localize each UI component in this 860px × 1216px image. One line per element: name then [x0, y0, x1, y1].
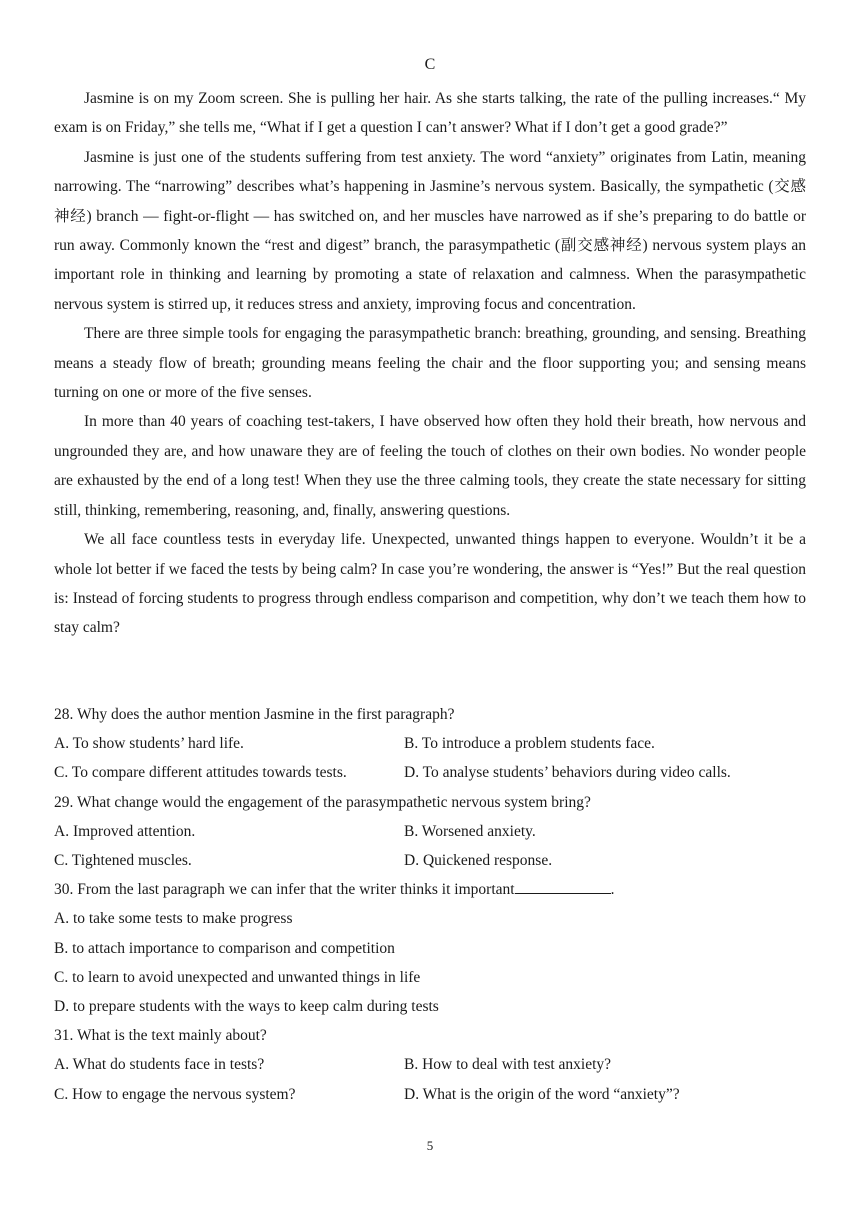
- paragraph-4: In more than 40 years of coaching test-takers, I have observed how often they hold their breath, how nervous and ungrounded they are, and how unaware they are of feeling the touch of clothes on their own bodies. No wonder people are exhausted by the end of a long test! When they use the three calming tools, they create the state necessary for sitting still, thinking, remembering, reasoning, and, finally, answering questions.: [54, 413, 806, 519]
- paragraph-3: There are three simple tools for engaging the parasympathetic branch: breathing, grounding, and sensing. Breathing means a steady flow of breath; grounding means feeling the chair and the floor supporting you; and sensing means turning on one or more of the five senses.: [54, 325, 806, 402]
- question-29-options-row-2: [54, 846, 806, 875]
- question-30-option-d: D. to prepare students with the ways to keep calm during tests: [54, 998, 439, 1016]
- question-30-stem: 30. From the last paragraph we can infer that the writer thinks it important: [54, 881, 515, 899]
- question-31-option-b: B. How to deal with test anxiety?: [404, 1056, 612, 1074]
- question-28-stem: 28. Why does the author mention Jasmine in the first paragraph?: [54, 706, 455, 723]
- question-28-option-c: C. To compare different attitudes towards tests.: [54, 764, 347, 782]
- question-30-stem-line: [54, 875, 806, 904]
- paragraph-5: We all face countless tests in everyday life. Unexpected, unwanted things happen to everyone. Wouldn’t it be a whole lot better if we faced the tests by being calm? In case you’re wondering, the answer is “Yes!” But the real question is: Instead of forcing students to progress through endless comparison and competition, why don’t we teach them how to stay calm?: [54, 531, 806, 637]
- question-28-option-d: D. To analyse students’ behaviors during video calls.: [404, 764, 731, 782]
- question-30-stem-end: .: [610, 881, 615, 899]
- answer-blank: [515, 879, 611, 894]
- question-28-option-b: B. To introduce a problem students face.: [404, 735, 655, 753]
- question-29-option-b: B. Worsened anxiety.: [404, 822, 536, 840]
- page-number: 5: [426, 1138, 434, 1153]
- question-29-option-a: A. Improved attention.: [54, 822, 196, 840]
- question-31-stem: 31. What is the text mainly about?: [54, 1027, 267, 1045]
- question-31-option-a: A. What do students face in tests?: [54, 1056, 265, 1074]
- paragraph-1: Jasmine is on my Zoom screen. She is pulling her hair. As she starts talking, the rate of the pulling increases.“ My exam is on Friday,” she tells me, “What if I get a question I can’t answer? What if I don’t get a good grade?”: [54, 90, 806, 137]
- question-30-option-c: C. to learn to avoid unexpected and unwanted things in life: [54, 968, 421, 986]
- question-29-stem: 29. What change would the engagement of the parasympathetic nervous system bring?: [54, 793, 591, 811]
- question-list: [54, 700, 806, 1109]
- section-heading: C: [424, 56, 436, 73]
- reading-passage: [54, 84, 806, 643]
- question-31-options-row-2: [54, 1080, 806, 1109]
- question-31-options-row-1: [54, 1050, 806, 1079]
- question-28-option-a: A. To show students’ hard life.: [54, 735, 244, 753]
- question-30-option-b: B. to attach importance to comparison and competition: [54, 939, 395, 957]
- question-28-options-row-1: [54, 729, 806, 758]
- question-30-option-a: A. to take some tests to make progress: [54, 910, 293, 928]
- paragraph-2: Jasmine is just one of the students suffering from test anxiety. The word “anxiety” originates from Latin, meaning narrowing. The “narrowing” describes what’s happening in Jasmine’s nervous system. Basically, the sympathetic (交感神经) branch — fight-or-flight — has switched on, and her muscles have narrowed as if she’s preparing to do battle or run away. Commonly known the “rest and digest” branch, the parasympathetic (副交感神经) nervous system plays an important role in thinking and learning by promoting a state of relaxation and calmness. When the parasympathetic nervous system is stirred up, it reduces stress and anxiety, improving focus and concentration.: [54, 148, 806, 313]
- question-28-options-row-2: [54, 758, 806, 787]
- question-29-options-row-1: [54, 817, 806, 846]
- question-31-option-c: C. How to engage the nervous system?: [54, 1085, 296, 1103]
- question-29-option-d: D. Quickened response.: [404, 852, 553, 870]
- question-29-option-c: C. Tightened muscles.: [54, 852, 192, 870]
- question-31-option-d: D. What is the origin of the word “anxiety”?: [404, 1085, 680, 1103]
